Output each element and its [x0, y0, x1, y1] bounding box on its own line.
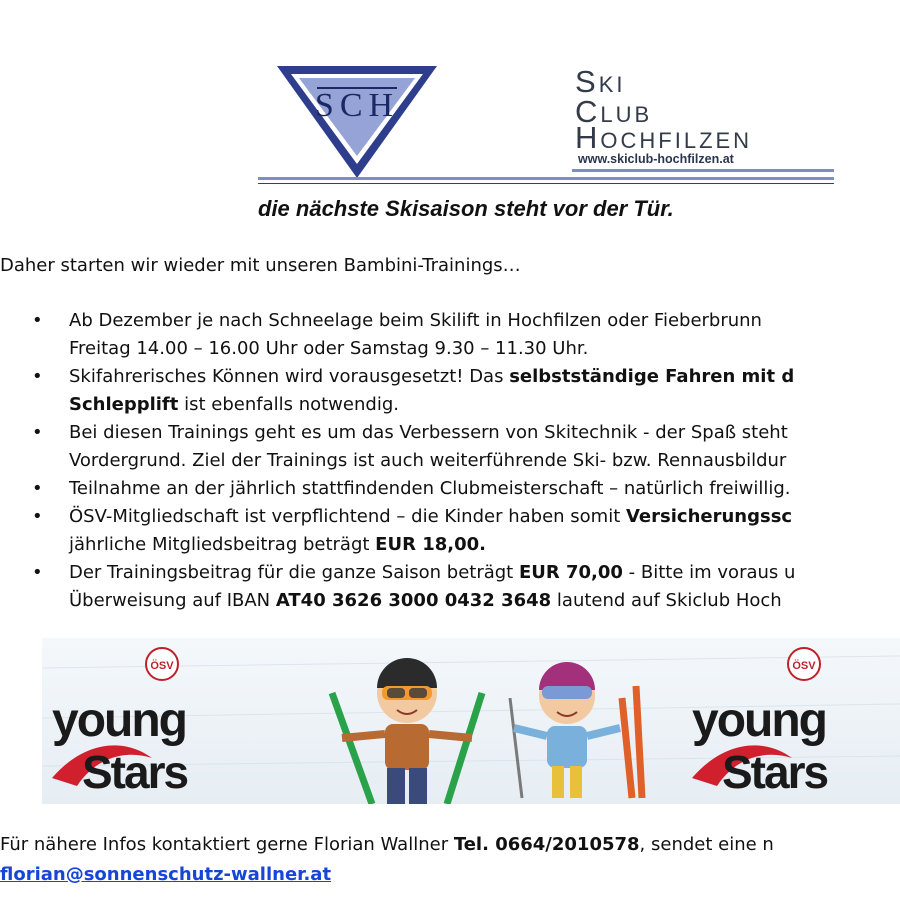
bullet-text: Freitag 14.00 – 16.00 Uhr oder Samstag 9.30 – 11.30 Uhr.	[69, 338, 589, 359]
bullet-text: - Bitte im voraus u	[622, 562, 796, 583]
club-name-line-1: SKI	[575, 64, 626, 99]
bullet-line	[69, 391, 900, 419]
bullet-bold-text: Schlepplift	[69, 394, 179, 415]
bullet-text: Der Trainingsbeitrag für die ganze Saison beträgt	[69, 562, 519, 583]
bullet-line	[69, 307, 900, 335]
header-rule-3	[258, 183, 834, 184]
bullet-bold-text: Versicherungssc	[625, 506, 793, 527]
contact-phone: Tel. 0664/2010578	[453, 834, 640, 855]
bullet-line	[69, 363, 900, 391]
young-text-right: young	[692, 694, 826, 747]
young-text-left: young	[52, 694, 186, 747]
contact-email-link[interactable]: florian@sonnenschutz-wallner.at	[0, 864, 332, 885]
contact-line	[0, 834, 774, 855]
header-rule-1	[572, 169, 834, 172]
bullet-line	[69, 335, 900, 363]
stars-text-left: Stars	[82, 746, 188, 798]
bullet-line	[69, 419, 900, 447]
bullet-line	[69, 447, 900, 475]
bullet-line	[69, 503, 900, 531]
bullet-list	[0, 307, 900, 615]
bullet-text: Teilnahme an der jährlich stattfindenden Clubmeisterschaft – natürlich freiwillig.	[69, 478, 791, 499]
bullet-text: lautend auf Skiclub Hoch	[551, 590, 782, 611]
stars-text-right: Stars	[722, 746, 828, 798]
young-stars-banner	[42, 638, 900, 804]
club-logo-emblem	[277, 66, 437, 178]
logo-letters: SCH	[314, 87, 400, 124]
bullet-item	[0, 475, 900, 503]
tagline: die nächste Skisaison steht vor der Tür.	[258, 196, 674, 221]
bullet-bold-text: EUR 18,00.	[375, 534, 486, 555]
bullet-text: Skifahrerisches Können wird vorausgesetzt! Das	[69, 366, 510, 387]
club-website: www.skiclub-hochfilzen.at	[578, 152, 734, 166]
oesv-badge-text-left: ÖSV	[150, 660, 174, 672]
bullet-line	[69, 475, 900, 503]
club-name-line-3: HOCHFILZEN	[575, 120, 753, 155]
bullet-text: Bei diesen Trainings geht es um das Verbessern von Skitechnik - der Spaß steht	[69, 422, 788, 443]
bullet-item	[0, 559, 900, 615]
bullet-text: Vordergrund. Ziel der Trainings ist auch weiterführende Ski- bzw. Rennausbildur	[69, 450, 787, 471]
bullet-line	[69, 559, 900, 587]
contact-suffix: , sendet eine n	[639, 834, 774, 855]
bullet-text: Ab Dezember je nach Schneelage beim Skilift in Hochfilzen oder Fieberbrunn	[69, 310, 762, 331]
bullet-item	[0, 363, 900, 419]
club-name-line-2: CLUB	[575, 94, 653, 129]
bullet-text: Überweisung auf IBAN	[69, 590, 276, 611]
oesv-badge-text-right: ÖSV	[792, 660, 816, 672]
bullet-line	[69, 587, 900, 615]
bullet-item	[0, 419, 900, 475]
bullet-bold-text: selbstständige Fahren mit d	[509, 366, 795, 387]
intro-text: Daher starten wir wieder mit unseren Bambini-Trainings…	[0, 255, 521, 276]
bullet-text: ÖSV-Mitgliedschaft ist verpflichtend – die Kinder haben somit	[69, 506, 626, 527]
bullet-item	[0, 503, 900, 559]
bullet-item	[0, 307, 900, 363]
header-rule-2	[258, 177, 834, 180]
bullet-text: jährliche Mitgliedsbeitrag beträgt	[69, 534, 376, 555]
bullet-bold-text: EUR 70,00	[518, 562, 623, 583]
contact-prefix: Für nähere Infos kontaktiert gerne Florian Wallner	[0, 834, 454, 855]
bullet-line	[69, 531, 900, 559]
bullet-text: ist ebenfalls notwendig.	[178, 394, 399, 415]
bullet-bold-text: AT40 3626 3000 0432 3648	[275, 590, 552, 611]
